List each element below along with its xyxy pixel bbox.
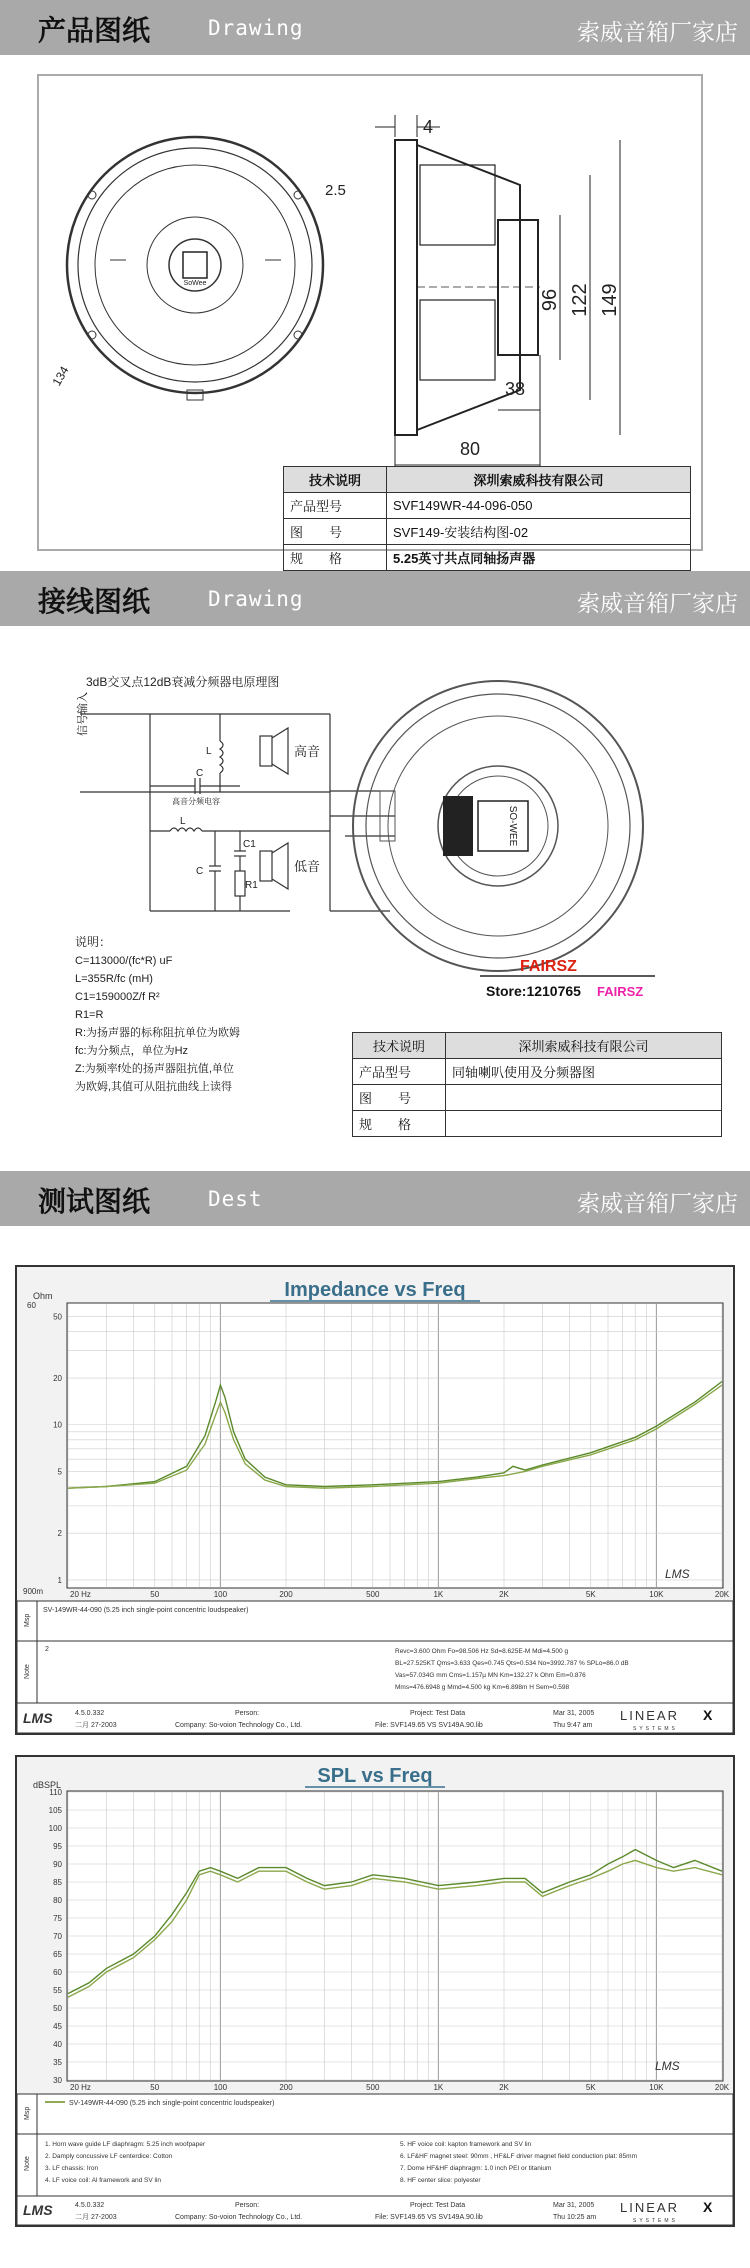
title-block-header-right: 深圳索威科技有限公司 <box>446 1033 722 1059</box>
x-tick-label: 100 <box>213 2083 228 2092</box>
impedance-chart-svg <box>15 1265 735 1735</box>
material-note: 1. Horn wave guide LF diaphragm: 5.25 inch woofpaper <box>45 2141 206 2148</box>
msp-side-label: Msp <box>24 1613 31 1627</box>
footer-run-time: Thu 9:47 am <box>553 1722 593 1729</box>
dim-149: 149 <box>599 283 621 317</box>
footer-run-date: Mar 31, 2005 <box>553 2202 595 2209</box>
material-note: 7. Dome HF&HF diaphragm: 1.0 inch PEI or titanium <box>400 2165 552 2172</box>
title-block-value: SVF149WR-44-096-050 <box>387 493 691 519</box>
title-block-label: 规 格 <box>353 1111 446 1137</box>
x-tick-label: 5K <box>585 1590 596 1599</box>
footer-version: 4.5.0.332 <box>75 1710 105 1717</box>
y-tick-label: 90 <box>53 1860 62 1869</box>
y-tick-label: 5 <box>57 1467 62 1477</box>
y-tick-label: 100 <box>48 1824 62 1833</box>
param-row: Revc=3.600 Ohm Fo=98.506 Hz Sd=8.625E-M Mdi=4.500 g <box>395 1648 569 1655</box>
x-tick-label: 1K <box>433 2083 444 2092</box>
impedance-chart-title: Impedance vs Freq <box>284 1279 466 1301</box>
lms-footer-logo: LMS <box>23 2202 53 2218</box>
note-line: Z:为频率f处的扬声器阻抗值,单位 <box>75 1063 234 1075</box>
terminal-block <box>443 796 473 856</box>
title-block-value: 同轴喇叭使用及分频器图 <box>446 1059 722 1085</box>
y-tick-label: 110 <box>49 1788 62 1797</box>
x-tick-label: 1K <box>433 1590 444 1599</box>
footer-person: Person: <box>235 2202 260 2209</box>
x-tick-label: 50 <box>150 2083 160 2092</box>
tweeter-label: 高音 <box>294 744 321 759</box>
section-title: 测试图纸 <box>38 1185 151 1218</box>
title-block-label: 图 号 <box>353 1085 446 1111</box>
lms-footer-logo: LMS <box>23 1710 53 1726</box>
wiring-diagram <box>0 626 750 1162</box>
note-line: C1=159000Z/f R² <box>75 991 160 1003</box>
y-tick-label: 1 <box>57 1575 62 1585</box>
y-tick-label: 40 <box>53 2040 62 2049</box>
title-block-label: 图 号 <box>284 519 387 545</box>
dim-38: 38 <box>505 379 526 399</box>
x-tick-label: 50 <box>150 1590 160 1599</box>
part-C: C <box>196 866 204 877</box>
y-tick-label: 80 <box>53 1896 62 1905</box>
impedance-y-bottom: 900m <box>23 1587 44 1596</box>
x-tick-label: 20 Hz <box>70 2083 91 2092</box>
section-header-test <box>0 1171 750 1226</box>
title-block-label: 规 格 <box>284 545 387 571</box>
y-tick-label: 30 <box>53 2076 62 2085</box>
impedance-y-top: 60 <box>27 1301 36 1310</box>
product-drawing <box>0 55 750 565</box>
section-header-wiring <box>0 571 750 626</box>
section-subtitle: Drawing <box>208 16 304 40</box>
footer-run-time: Thu 10:25 am <box>553 2214 597 2221</box>
footer-date: 二月 27-2003 <box>75 2214 117 2221</box>
dim-134: 134 <box>49 363 72 389</box>
x-tick-label: 2K <box>499 1590 509 1599</box>
shop-brand: 索威音箱厂家店 <box>577 591 738 617</box>
param-row: Mms=476.6948 g Mmd=4.500 kg Km=6.898m H Sem=0.598 <box>395 1684 570 1691</box>
spl-chart-panel <box>15 1755 735 2227</box>
title-block-header-right: 深圳索威科技有限公司 <box>387 467 691 493</box>
y-tick-label: 105 <box>48 1806 62 1815</box>
footer-file: File: SVF149.65 VS SV149A.90.lib <box>375 1722 483 1729</box>
watermark-fairsz: FAIRSZ <box>520 958 577 975</box>
badge-logo-text: SO-WEE <box>507 805 518 847</box>
title-block-label: 产品型号 <box>353 1059 446 1085</box>
section-subtitle: Drawing <box>208 587 304 611</box>
dim-96: 96 <box>539 288 561 312</box>
footer-project: Project: Test Data <box>410 2202 466 2209</box>
x-tick-label: 100 <box>213 1590 228 1599</box>
footer-date: 二月 27-2003 <box>75 1722 117 1729</box>
material-note: 6. LF&HF magnet steel: 90mm , HF&LF driver magnet field conduction plat: 85mm <box>400 2153 637 2160</box>
section-subtitle: Dest <box>208 1187 263 1211</box>
title-block-header-left: 技术说明 <box>284 467 387 493</box>
x-tick-label: 20 Hz <box>70 1590 91 1599</box>
dim-4: 4 <box>423 117 434 137</box>
schematic-title: 3dB交叉点12dB衰减分频器电原理图 <box>86 675 280 689</box>
msp-text: SV-149WR-44-090 (5.25 inch single-point concentric loudspeaker) <box>43 1607 249 1614</box>
title-block-header-left: 技术说明 <box>353 1033 446 1059</box>
y-tick-label: 20 <box>53 1374 62 1384</box>
linear-logo-x: X <box>703 2199 713 2215</box>
material-note: 4. LF voice coil: Al framework and SV lin <box>45 2177 161 2184</box>
dim-122: 122 <box>569 283 591 317</box>
lms-mark: LMS <box>655 2059 680 2073</box>
param-row: BL=27.525KT Qms=3.633 Qes=0.745 Qts=0.534 No=3992.787 % SPLo=86.0 dB <box>395 1660 629 1667</box>
x-tick-label: 5K <box>585 2083 596 2092</box>
part-C1: C1 <box>243 839 256 850</box>
title-block-value: SVF149-安装结构图-02 <box>387 519 691 545</box>
part-C: C <box>196 768 204 779</box>
title-block-label: 产品型号 <box>284 493 387 519</box>
y-tick-label: 70 <box>53 1932 62 1941</box>
y-tick-label: 60 <box>53 1968 62 1977</box>
title-block-value <box>446 1111 722 1137</box>
store-number: Store:1210765 <box>486 983 581 999</box>
note-side-label: Note <box>24 2156 31 2171</box>
y-tick-label: 45 <box>53 2022 62 2031</box>
msp-text: SV-149WR-44-090 (5.25 inch single-point concentric loudspeaker) <box>69 2100 275 2107</box>
footer-company: Company: So-voion Technology Co., Ltd. <box>175 2214 303 2221</box>
note-side-label: Note <box>24 1664 31 1679</box>
note-line: R1=R <box>75 1009 104 1021</box>
linear-systems: SYSTEMS <box>633 1726 678 1732</box>
note-line: 为欧姆,其值可从阻抗曲线上读得 <box>75 1081 233 1093</box>
x-tick-label: 10K <box>649 2083 664 2092</box>
x-tick-label: 10K <box>649 1590 664 1599</box>
hf-cap-label: 高音分频电容 <box>172 797 220 806</box>
shop-brand: 索威音箱厂家店 <box>577 20 738 46</box>
part-L: L <box>180 816 186 827</box>
lms-mark: LMS <box>665 1567 690 1581</box>
x-tick-label: 200 <box>279 2083 293 2092</box>
x-tick-label: 500 <box>366 2083 380 2092</box>
note-left: 2 <box>45 1646 49 1653</box>
footer-person: Person: <box>235 1710 260 1717</box>
linear-logo-x: X <box>703 1707 713 1723</box>
dim-2-5: 2.5 <box>325 182 346 199</box>
section-header-drawing <box>0 0 750 55</box>
badge-logo-box <box>478 801 528 851</box>
title-block-table-2 <box>352 1032 722 1137</box>
material-note: 5. HF voice coil: kapton framework and SV lin <box>400 2141 532 2148</box>
signal-input-label: 信号输入 <box>77 692 89 736</box>
dim-80: 80 <box>460 439 481 459</box>
woofer-label: 低音 <box>294 859 321 874</box>
impedance-chart-panel <box>15 1265 735 1735</box>
x-tick-label: 500 <box>366 1590 380 1599</box>
crossover-circuit <box>80 714 395 911</box>
y-tick-label: 75 <box>53 1914 62 1923</box>
material-note: 3. LF chassis: Iron <box>45 2165 99 2172</box>
param-row: Vas=57.034G mm Cms=1.157µ MN Km=132.27 k Ohm Em=0.876 <box>395 1672 586 1679</box>
linear-logo: LINEAR <box>620 1708 679 1723</box>
note-line: R:为扬声器的标称阻抗单位为欧姆 <box>75 1027 240 1039</box>
impedance-y-unit: Ohm <box>33 1291 53 1301</box>
y-tick-label: 2 <box>57 1529 62 1539</box>
section-title: 产品图纸 <box>38 14 151 47</box>
material-note: 8. HF center slice: polyester <box>400 2177 481 2184</box>
note-line: L=355R/fc (mH) <box>75 973 153 985</box>
x-tick-label: 200 <box>279 1590 293 1599</box>
note-line: C=113000/(fc*R) uF <box>75 955 173 967</box>
center-logo-badge <box>183 252 207 278</box>
title-block-value <box>446 1085 722 1111</box>
y-tick-label: 10 <box>53 1420 62 1430</box>
linear-systems: SYSTEMS <box>633 2218 678 2224</box>
section-title: 接线图纸 <box>38 585 151 618</box>
title-block-table-1 <box>283 466 691 571</box>
y-tick-label: 65 <box>53 1950 62 1959</box>
spl-y-unit: dBSPL <box>33 1780 62 1790</box>
y-tick-label: 95 <box>53 1842 62 1851</box>
material-note: 2. Damply concussive LF centerdice: Cotton <box>45 2153 173 2160</box>
msp-side-label: Msp <box>24 2106 31 2120</box>
footer-version: 4.5.0.332 <box>75 2202 105 2209</box>
spl-chart-title: SPL vs Freq <box>317 1765 433 1787</box>
y-tick-label: 55 <box>53 1986 62 1995</box>
x-tick-label: 20K <box>714 2083 730 2092</box>
drawing-logo-text: SoWee <box>183 280 207 287</box>
shop-brand: 索威音箱厂家店 <box>577 1191 738 1217</box>
linear-logo: LINEAR <box>620 2200 679 2215</box>
title-block-value: 5.25英寸共点同轴扬声器 <box>387 545 691 571</box>
x-tick-label: 2K <box>499 2083 509 2092</box>
footer-company: Company: So-voion Technology Co., Ltd. <box>175 1722 303 1729</box>
y-tick-label: 85 <box>53 1878 62 1887</box>
footer-run-date: Mar 31, 2005 <box>553 1710 595 1717</box>
notes-title: 说明： <box>75 935 112 949</box>
footer-file: File: SVF149.65 VS SV149A.90.lib <box>375 2214 483 2221</box>
footer-project: Project: Test Data <box>410 1710 466 1717</box>
y-tick-label: 50 <box>53 2004 62 2013</box>
y-tick-label: 35 <box>53 2058 62 2067</box>
spl-chart-svg <box>15 1755 735 2227</box>
x-tick-label: 20K <box>714 1590 730 1599</box>
y-tick-label: 50 <box>53 1312 62 1322</box>
part-R1: R1 <box>245 880 258 891</box>
part-L: L <box>206 746 212 757</box>
store-suffix: FAIRSZ <box>597 984 644 999</box>
note-line: fc:为分频点，单位为Hz <box>75 1045 189 1057</box>
